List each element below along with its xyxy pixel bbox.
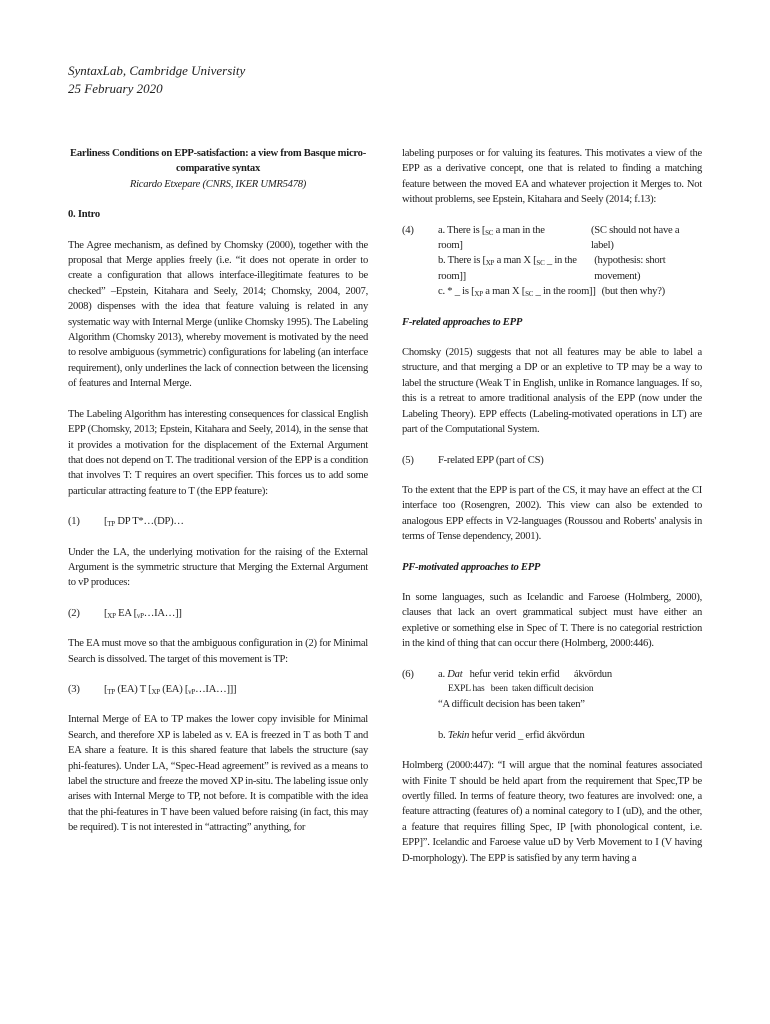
paragraph: Under the LA, the underlying motivation for the raising of the External Argument is the symmetric structure that Merging the External Argument to vP produces:: [68, 546, 368, 589]
example-line: c. * _ is [$_{XP}$ a man X [$_{SC}$ _ in the room]] (but then why?): [438, 286, 665, 299]
paragraph: The Agree mechanism, as defined by Chomsky (2000), together with the proposal that Merge applies freely (i.e. “it does not operate in order to create a configuration that allows interface-illegitimate features to be checked” –Epstein, Kitahara and Seely, 2014; Chomsky, 2004, 2007, 2008) dispenses with the idea that feature valuing is related in any systematic way with Internal Merge (unlike Chomsky 1995). The Labeling Algorithm (Chomsky 2013), whereby movement is motivated by the need to resolve ambiguous (symmetric) configurations for labeling (an interface requirement), only underlines the lack of connection between the licensing of features and Internal Merge.: [68, 239, 368, 390]
example-number: (2): [68, 607, 80, 619]
affiliation-line: SyntaxLab, Cambridge University: [68, 63, 246, 78]
translation-line: “A difficult decision has been taken”: [438, 699, 585, 711]
example-text: [$_{XP}$ EA $[_{vP}\dots IA\dots]$]: [104, 607, 182, 620]
example-2: [68, 606, 368, 621]
paragraph: Internal Merge of EA to TP makes the lower copy invisible for Minimal Search, and therefore XP is labeled as v. EA is freezed in T as both T and EA share a feature. It is this shared feature that labels the structure (say phi-features). Under LA, “Spec-Head agreement” is revived as a means to label the structure and freeze the moved XP in-situ. The labeling issue only arises with Internal Merge to TP, not before. It is compatible with the idea that the phi-features in T have been valued before raising (in fact, this may be required). T is not interested in “attracting” anything, for: [68, 714, 368, 834]
example-number: (6): [402, 668, 414, 680]
example-5: [402, 453, 702, 468]
paragraph: Chomsky (2015) suggests that not all features may be able to label a structure, and that merging a DP or an expletive to TP may be a way to label the structure (Weak T in English, unlike in Romance languages. If so, this is a retreat to amore traditional analysis of the EPP (now under the Labeling Theory). EPP effects (Labeling-motivated operations in LT) are part of the Computational System.: [402, 347, 702, 436]
example-1: [68, 514, 368, 529]
title-line-2: comparative syntax: [175, 163, 261, 175]
paragraph: The EA must move so that the ambiguous configuration in (2) for Minimal Search is dissolved. The target of this movement is TP:: [68, 638, 368, 665]
example-text: [$_{TP}$ (EA) T [$_{XP}$ (EA) $[_{vP}\dots IA\dots]$]]: [104, 683, 237, 696]
paragraph: Holmberg (2000:447): “I will argue that the nominal features associated with Finite T should be held apart from the requirement that Spec,TP be overtly filled. In terms of feature theory, two features are involved: one, a feature attracting (features of) a nominal category to I (uD), and the other, a feature that requires filling Spec, IP [with phonological content, i.e. EPP]”. Icelandic and Faroese value uD by Verb Movement to I (V having D-morphology). The EPP is satisfied by any term having a: [402, 760, 702, 864]
example-number: (5): [402, 454, 414, 466]
example-line: a. Dat hefur verid tekin erfid ákvördun: [438, 668, 612, 680]
gloss-line: EXPL has been taken difficult decision: [448, 683, 594, 694]
example-number: (4): [402, 224, 414, 236]
example-3: [68, 682, 368, 697]
subsection-heading: PF-motivated approaches to EPP: [402, 561, 541, 573]
example-text: F-related EPP (part of CS): [438, 454, 544, 466]
section-heading: 0. Intro: [68, 209, 100, 221]
example-number: (1): [68, 516, 80, 528]
example-line: b. Tekin hefur verid _ erfid ákvördun: [438, 729, 585, 741]
paragraph: In some languages, such as Icelandic and Faroese (Holmberg, 2000), clauses that lack an overt grammatical subject must have either an expletive or something else in Spec of T. There is no categorial restriction in the kind of thing that can occur there (Holmberg, 2000:446).: [402, 591, 702, 650]
paper-title: [68, 146, 368, 177]
example-6: [402, 667, 702, 744]
paragraph: labeling purposes or for valuing its features. This motivates a view of the EPP as a derivative concept, one that is related to finding a matching feature between the moved EA and whatever projection it Merges to. Not without problems, see Epstein, Kitahara and Seely (2014; f.13):: [402, 148, 702, 206]
paper-author: Ricardo Etxepare (CNRS, IKER UMR5478): [129, 178, 307, 190]
example-line: b. There is [$_{XP}$ a man X [$_{SC}$ _ in the room]] (hypothesis: short movement): [438, 255, 666, 282]
paragraph: To the extent that the EPP is part of the CS, it may have an effect at the CI interface too (Rosengren, 2002). This view can also be extended to analogous EPP effects in V2-languages (Roussou and Roberts' analysis in terms of Tense dependency, 2001).: [402, 484, 702, 543]
title-line-1: Earliness Conditions on EPP-satisfaction: a view from Basque micro-: [70, 148, 366, 159]
left-column: [68, 146, 368, 836]
example-number: (3): [68, 683, 80, 695]
document-header: [68, 62, 245, 98]
example-4: [402, 223, 702, 300]
right-column: [402, 146, 702, 866]
example-line: a. There is [$_{SC}$ a man in the room] (SC should not have a label): [438, 224, 680, 252]
paragraph: The Labeling Algorithm has interesting consequences for classical English EPP (Chomsky, 2013; Epstein, Kitahara and Seely, 2014), in the sense that it provides a motivation for the displacement of the External Argument that does not depend on T. The traditional version of the EPP is a condition that involves T: T requires an overt specifier. This forces us to add some particular attracting feature to T (the EPP feature):: [68, 408, 368, 497]
date-line: 25 February 2020: [68, 81, 163, 96]
example-text: [$_{TP}$ DP T*…(DP)…: [104, 516, 184, 529]
subsection-heading: F-related approaches to EPP: [402, 316, 523, 328]
